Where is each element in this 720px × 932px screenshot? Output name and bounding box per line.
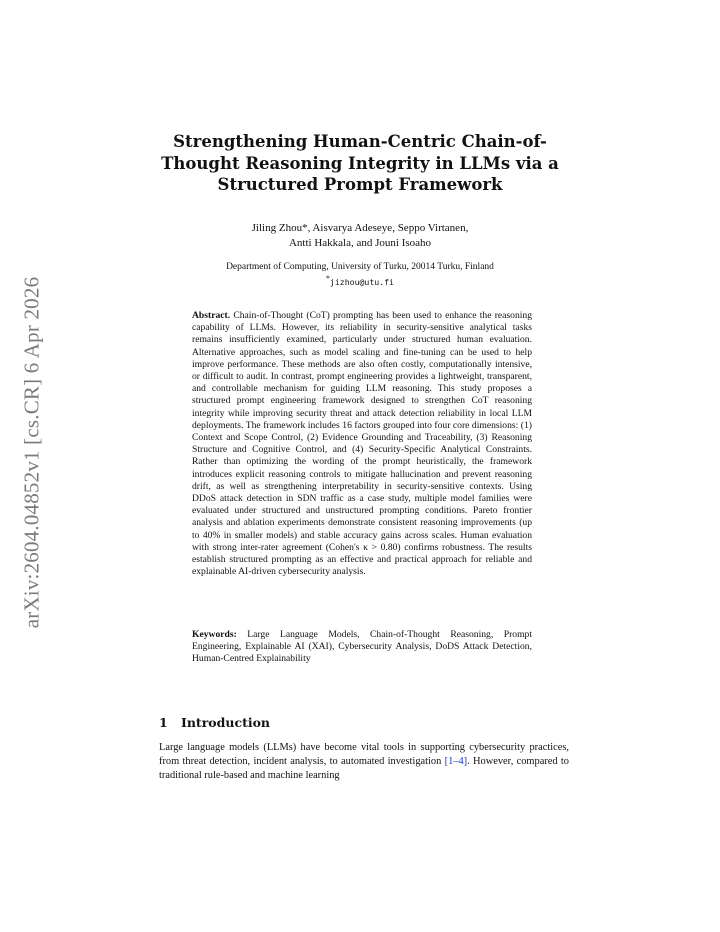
abstract bbox=[192, 310, 532, 578]
email-line bbox=[150, 273, 570, 289]
paper-title: Strengthening Human-Centric Chain-of-Thought Reasoning Integrity in LLMs via a Structured Prompt Framework bbox=[161, 132, 559, 194]
authors-line-2: Antti Hakkala, and Jouni Isoaho bbox=[288, 236, 432, 249]
section-heading bbox=[159, 715, 569, 730]
email: jizhou@utu.fi bbox=[329, 277, 395, 288]
email-mark: * bbox=[325, 274, 330, 283]
section-number: 1 bbox=[159, 715, 168, 730]
abstract-text: Chain-of-Thought (CoT) prompting has been used to enhance the reasoning capability of LLMs. However, its reliability in security-sensitive analytical tasks remains insufficiently examined, particularly under structured human evaluation. Alternative approaches, such as model scaling and fine-tuning can be used to help improve performance. These methods are also often costly, computationally intensive, or difficult to audit. In contrast, prompt engineering provides a lightweight, transparent, and controllable mechanism for guiding LLM reasoning. This study proposes a structured prompt engineering framework designed to strengthen CoT reasoning integrity while improving security threat and attack detection reliability in local LLM deployments. The framework includes 16 factors grouped into four core dimensions: (1) Context and Scope Control, (2) Evidence Grounding and Traceability, (3) Reasoning Structure and Cognitive Control, and (4) Security-Specific Analytical Constraints. Rather than optimizing the wording of the prompt heuristically, the framework introduces explicit reasoning controls to mitigate hallucination and prevent reasoning drift, as well as strengthening interpretability in security-sensitive contexts. Using DDoS attack detection in SDN traffic as a case study, multiple model families were evaluated under structured and unstructured prompting conditions. Pareto frontier analysis and ablation experiments demonstrate consistent reasoning improvements (up to 40% in smaller models) and stable accuracy gains across scales. Human evaluation with strong inter-rater agreement (Cohen's κ > 0.80) confirms robustness. The results establish structured prompting as an effective and practical approach for reliable and explainable AI-driven cybersecurity analysis. bbox=[192, 310, 532, 578]
authors-line-1: Jiling Zhou*, Aisvarya Adeseye, Seppo Virtanen, bbox=[251, 222, 469, 234]
abstract-label: Abstract. bbox=[192, 310, 231, 321]
introduction-paragraph bbox=[159, 741, 569, 783]
section-title: Introduction bbox=[181, 715, 271, 730]
arxiv-identifier bbox=[14, 265, 50, 640]
affiliation: Department of Computing, University of Turku, 20014 Turku, Finland bbox=[226, 262, 494, 272]
keywords bbox=[192, 629, 532, 666]
author-list bbox=[180, 221, 540, 250]
intro-text-start: Large language models (LLMs) have become vital tools in supporting cybersecurity practices, from threat detection, incident analysis, to automated investigation bbox=[159, 742, 569, 767]
intro-text-end: . However, compared to traditional rule-based and machine learning bbox=[159, 756, 569, 781]
keywords-label: Keywords: bbox=[192, 629, 237, 640]
affiliation-block bbox=[150, 261, 570, 289]
arxiv-identifier-text: arXiv:2604.04852v1 [cs.CR] 6 Apr 2026 bbox=[19, 276, 44, 629]
citation-link[interactable]: [1–4] bbox=[444, 756, 468, 767]
keywords-text: Large Language Models, Chain-of-Thought Reasoning, Prompt Engineering, Explainable AI (XAI), Cybersecurity Analysis, DoDS Attack Detection, Human-Centred Explainability bbox=[192, 629, 532, 665]
